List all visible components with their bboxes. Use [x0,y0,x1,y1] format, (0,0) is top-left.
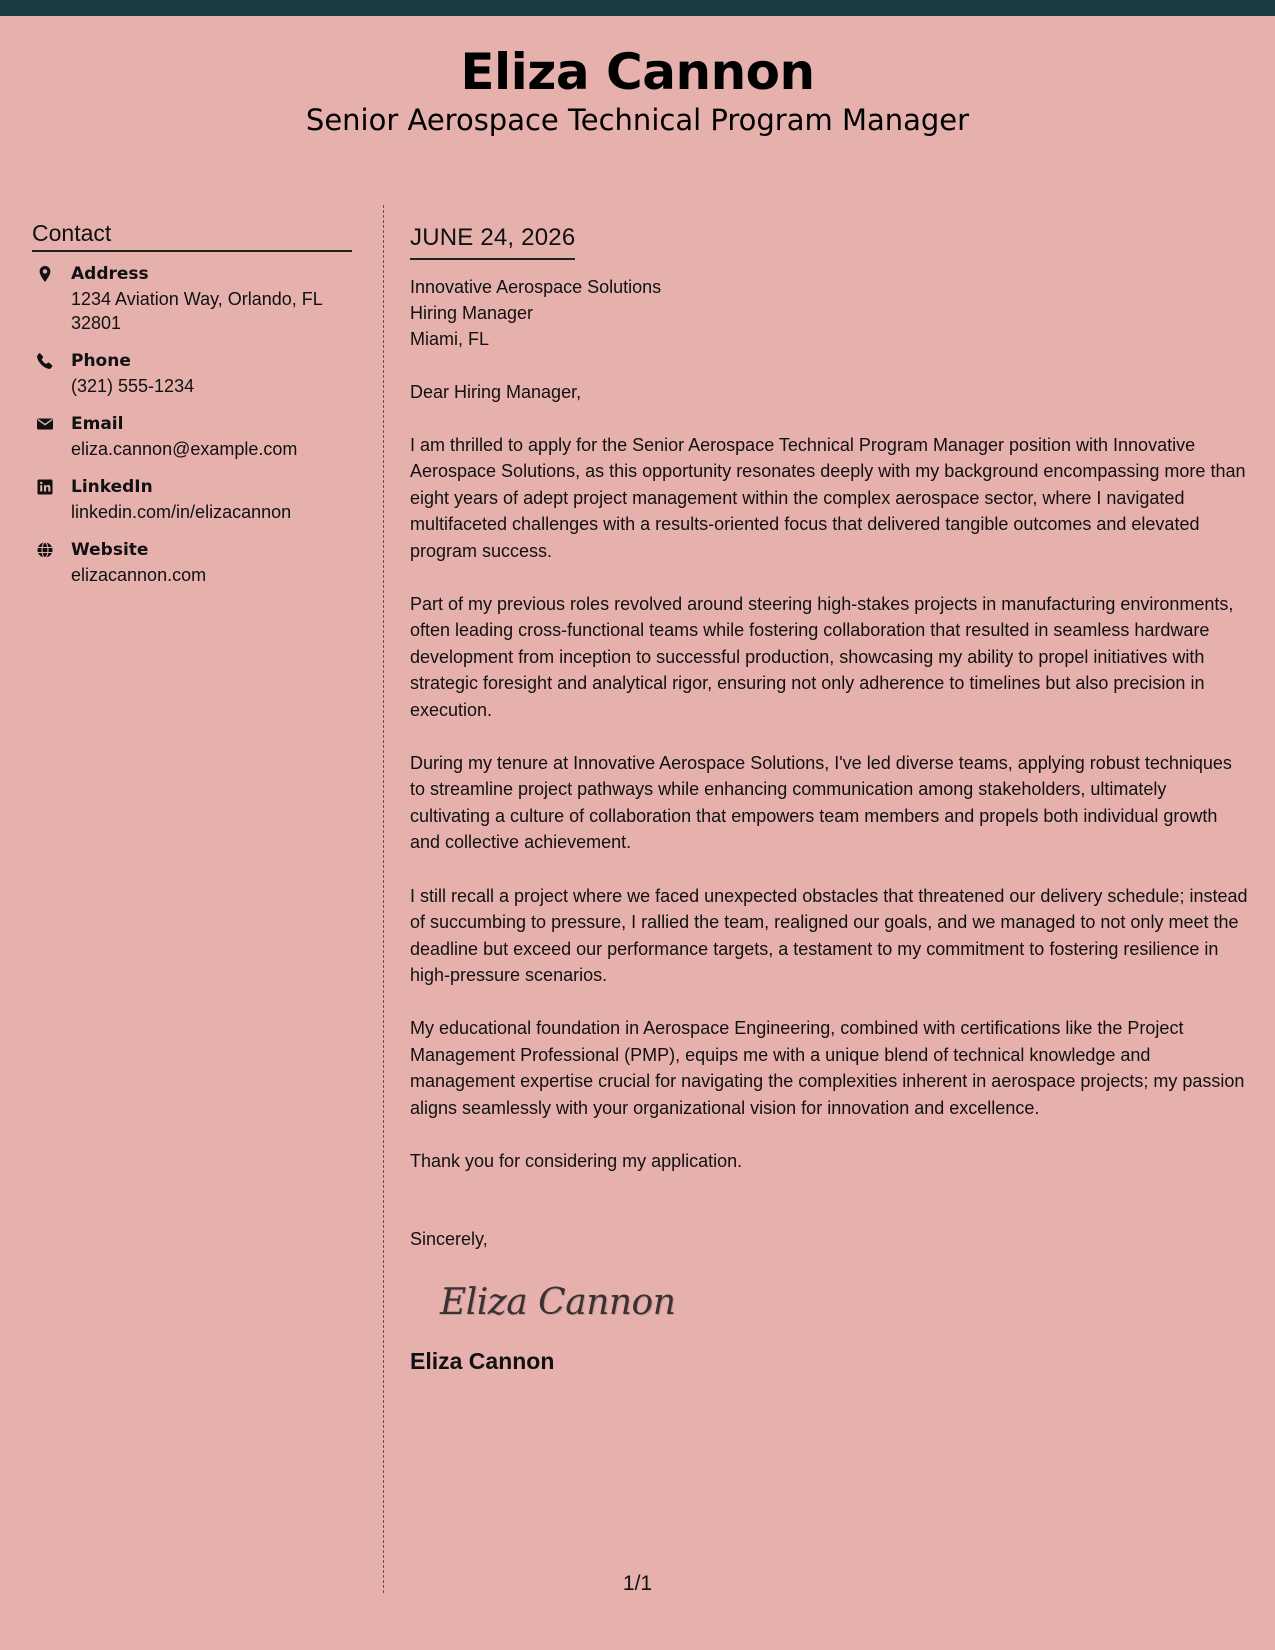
candidate-name: Eliza Cannon [460,43,815,101]
contact-value: 1234 Aviation Way, Orlando, FL 32801 [71,289,323,333]
globe-icon [36,541,54,559]
letter-body [410,222,1250,1376]
thank-you-line: Thank you for considering my application. [410,1150,743,1171]
paragraph: My educational foundation in Aerospace Engineering, combined with certifications like the Project Management Professional (PMP), equips me with a unique blend of technical knowledge and management expertise crucial for navigating the complexities inherent in aerospace projects; my passion aligns seamlessly with your organizational vision for innovation and excellence. [410,1018,1245,1118]
contact-heading: Contact [32,218,352,252]
letter-date: JUNE 24, 2026 [410,222,575,260]
phone-icon [36,352,54,370]
header [0,16,1275,155]
column-divider [383,205,384,1593]
recipient-block [410,274,1250,352]
handwritten-signature: Eliza Cannon [440,1281,676,1323]
contact-value: linkedin.com/in/elizacannon [71,502,292,522]
contact-value: elizacannon.com [71,565,207,585]
recipient-location: Miami, FL [410,329,490,349]
signed-name: Eliza Cannon [410,1347,555,1374]
contact-value: (321) 555-1234 [71,376,195,396]
paragraph: I still recall a project where we faced unexpected obstacles that threatened our delivery schedule; instead of succumbing to pressure, I rallied the team, realigned our goals, and we managed to not only meet the deadline but exceed our performance targets, a testament to my commitment to fostering resilience in high-pressure scenarios. [410,885,1248,985]
contact-label: Phone [71,351,131,371]
contact-item-email [32,412,352,461]
recipient-title: Hiring Manager [410,303,534,323]
contact-label: Address [71,264,149,284]
salutation: Dear Hiring Manager, [410,382,582,402]
contact-item-website [32,538,352,587]
job-title: Senior Aerospace Technical Program Manager [305,103,970,137]
map-pin-icon [36,265,54,283]
contact-label: Website [71,540,149,560]
envelope-icon [36,415,54,433]
contact-label: LinkedIn [71,477,153,497]
contact-sidebar [32,218,352,601]
contact-label: Email [71,414,124,434]
contact-item-address [32,262,352,335]
paragraph: I am thrilled to apply for the Senior Aerospace Technical Program Manager position with Innovative Aerospace Solutions, as this opportunity resonates deeply with my background encompassing more than eight years of adept project management within the complex aerospace sector, where I navigated multifaceted challenges with a results-oriented focus that delivered tangible outcomes and elevated program success. [410,435,1246,561]
page-number: 1/1 [622,1572,653,1595]
contact-value: eliza.cannon@example.com [71,439,298,459]
linkedin-icon [36,478,54,496]
contact-item-linkedin [32,475,352,524]
paragraph: Part of my previous roles revolved around steering high-stakes projects in manufacturing environments, often leading cross-functional teams while fostering collaboration that resulted in seamless hardware development from inception to successful production, showcasing my ability to propel initiatives with strategic foresight and analytical rigor, ensuring not only adherence to timelines but also precision in execution. [410,594,1234,720]
contact-item-phone [32,349,352,398]
paragraph: During my tenure at Innovative Aerospace Solutions, I've led diverse teams, applying robust techniques to streamline project pathways while enhancing communication among stakeholders, ultimately cultivating a culture of collaboration that empowers team members and propels both individual growth and collective achievement. [410,753,1232,853]
top-accent-bar [0,0,1275,16]
recipient-company: Innovative Aerospace Solutions [410,277,662,297]
closing: Sincerely, [410,1228,488,1249]
